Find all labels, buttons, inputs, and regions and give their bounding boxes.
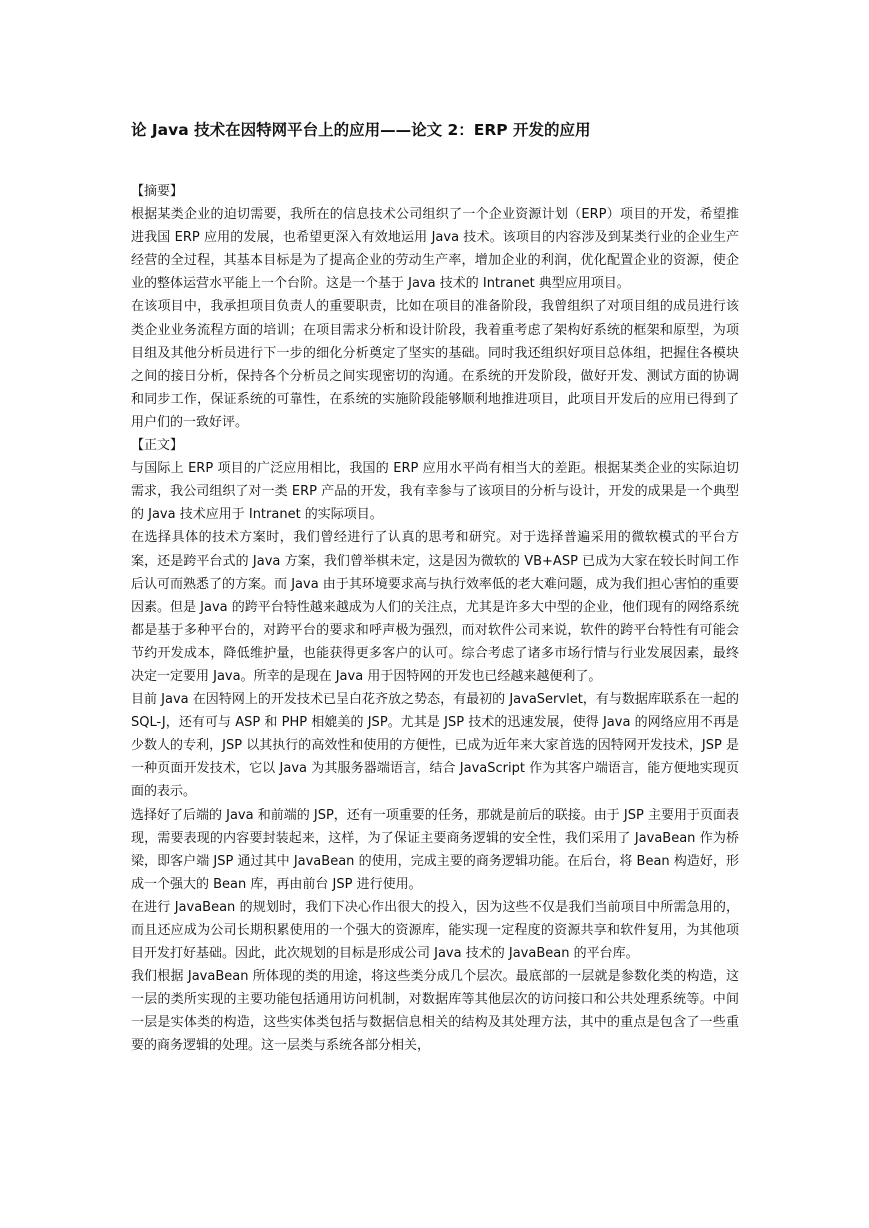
abstract-paragraph: 根据某类企业的迫切需要，我所在的信息技术公司组织了一个企业资源计划（ERP）项目的开发，希望推进我国 ERP 应用的发展，也希望更深入有效地运用 Java 技术。该项目的内容涉及到某类行业的企业生产经营的全过程，其基本目标是为了提高企业的劳动生产率，增加企业的利润，优化配置企业的资源，使企业的整体运营水平能上一个台阶。这是一个基于 Java 技术的 Intranet 典型应用项目。 — [131, 207, 739, 292]
document-title: 论 Java 技术在因特网平台上的应用——论文 2：ERP 开发的应用 — [131, 121, 591, 139]
abstract-heading: 【摘要】 — [131, 184, 184, 199]
body-paragraph: 在进行 JavaBean 的规划时，我们下决心作出很大的投入，因为这些不仅是我们当前项目中所需急用的，而且还应成为公司长期积累使用的一个强大的资源库，能实现一定程度的资源共享和软件复用，为其他项目开发打好基础。因此，此次规划的目标是形成公司 Java 技术的 JavaBean 的平台库。 — [131, 899, 739, 962]
body-heading: 【正文】 — [131, 438, 184, 454]
abstract-paragraph: 在该项目中，我承担项目负责人的重要职责，比如在项目的准备阶段，我曾组织了对项目组的成员进行该类企业业务流程方面的培训；在项目需求分析和设计阶段，我着重考虑了架构好系统的框架和原型，为项目组及其他分析员进行下一步的细化分析奠定了坚实的基础。同时我还组织好项目总体组，把握住各模块之间的接日分析，保持各个分析员之间实现密切的沟通。在系统的开发阶段，做好开发、测试方面的协调和同步工作，保证系统的可靠性，在系统的实施阶段能够顺利地推进项目，此项目开发后的应用已得到了用户们的一致好评。 — [131, 299, 739, 430]
body-paragraph: 选择好了后端的 Java 和前端的 JSP，还有一项重要的任务，那就是前后的联接。由于 JSP 主要用于页面表现，需要表现的内容要封装起来，这样，为了保证主要商务逻辑的安全性，我们采用了 JavaBean 作为桥梁，即客户端 JSP 通过其中 JavaBean 的使用，完成主要的商务逻辑功能。在后台，将 Bean 构造好，形成一个强大的 Bean 库，再由前台 JSP 进行使用。 — [131, 807, 739, 892]
body-paragraph: 我们根据 JavaBean 所体现的类的用途，将这些类分成几个层次。最底部的一层就是参数化类的构造，这一层的类所实现的主要功能包括通用访问机制，对数据库等其他层次的访问接口和公共处理系统等。中间一层是实体类的构造，这些实体类包括与数据信息相关的结构及其处理方法，其中的重点是包含了一些重要的商务逻辑的处理。这一层类与系统各部分相关， — [131, 969, 739, 1054]
document-body — [131, 180, 739, 1058]
body-paragraph: 在选择具体的技术方案时，我们曾经进行了认真的思考和研究。对于选择普遍采用的微软模式的平台方案，还是跨平台式的 Java 方案，我们曾举棋未定，这是因为微软的 VB+ASP 已成为大家在较长时间工作后认可而熟悉了的方案。而 Java 由于其环境要求高与执行效率低的老大难问题，成为我们担心害怕的重要因素。但是 Java 的跨平台特性越来越成为人们的关注点，尤其是许多大中型的企业，他们现有的网络系统都是基于多种平台的，对跨平台的要求和呼声极为强烈，而对软件公司来说，软件的跨平台特性有可能会节约开发成本，降低维护量，也能获得更多客户的认可。综合考虑了诸多市场行情与行业发展因素，最终决定一定要用 Java。所幸的是现在 Java 用于因特网的开发也已经越来越便利了。 — [131, 530, 739, 684]
body-paragraph: 与国际上 ERP 项目的广泛应用相比，我国的 ERP 应用水平尚有相当大的差距。根据某类企业的实际迫切需求，我公司组织了对一类 ERP 产品的开发，我有幸参与了该项目的分析与设计，开发的成果是一个典型的 Java 技术应用于 Intranet 的实际项目。 — [131, 461, 739, 523]
body-paragraph: 目前 Java 在因特网上的开发技术已呈白花齐放之势态，有最初的 JavaServlet，有与数据库联系在一起的 SQL-J，还有可与 ASP 和 PHP 相媲美的 JSP。尤其是 JSP 技术的迅速发展，使得 Java 的网络应用不再是少数人的专利，JSP 以其执行的高效性和使用的方便性，已成为近年来大家首选的因特网开发技术，JSP 是一种页面开发技术，它以 Java 为其服务器端语言，结合 JavaScript 作为其客户端语言，能方便地实现页面的表示。 — [131, 692, 739, 800]
